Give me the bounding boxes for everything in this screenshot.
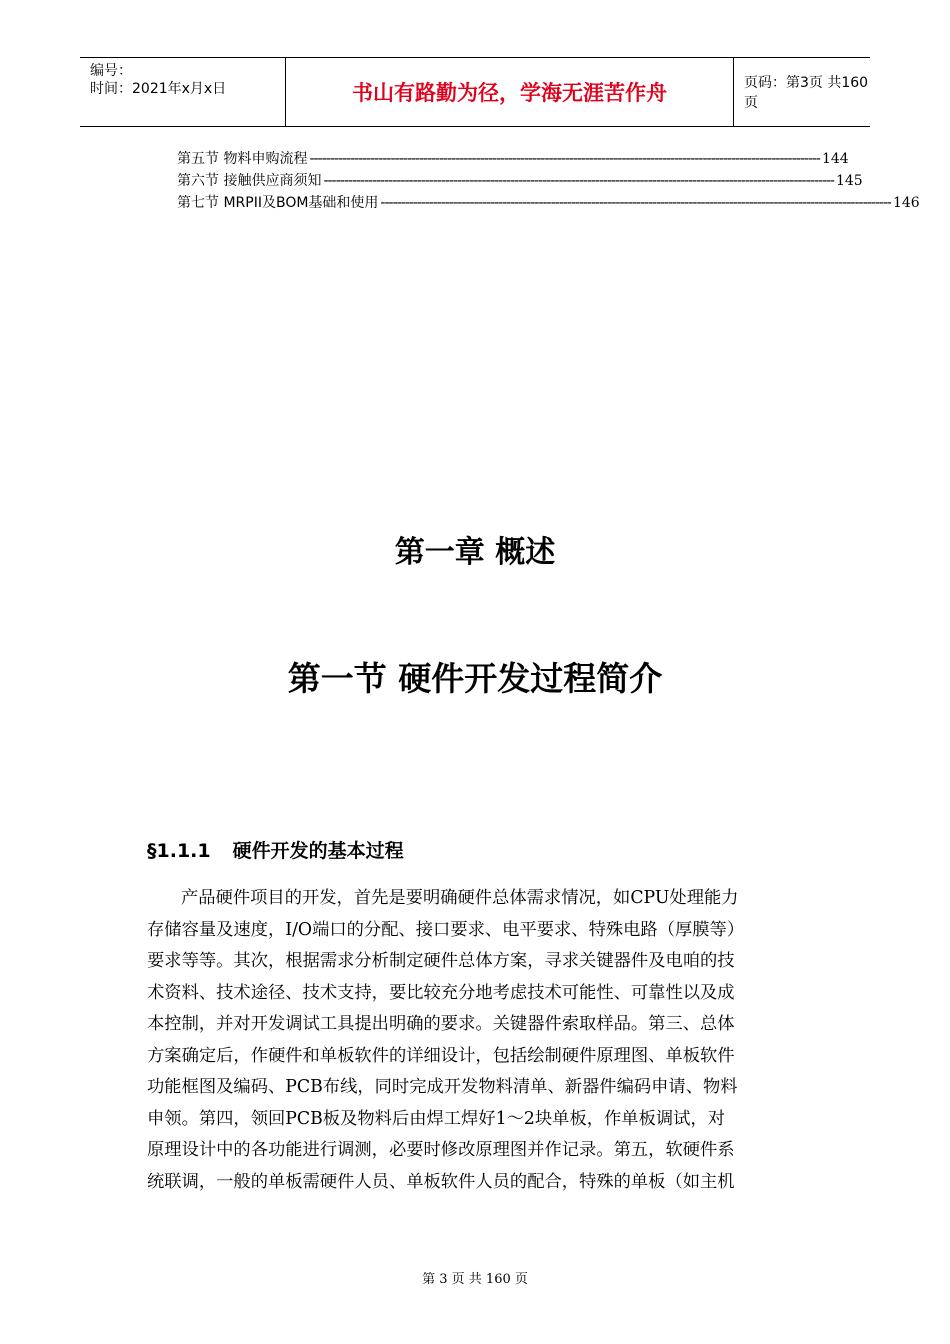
paragraph-line: 产品硬件项目的开发，首先是要明确硬件总体需求情况，如CPU处理能力 [181, 888, 739, 908]
paragraph-line: 原理设计中的各功能进行调测，必要时修改原理图并作记录。第五，软硬件系 [147, 1140, 735, 1160]
section-title: 第一节 硬件开发过程简介 [287, 659, 663, 698]
table-of-contents [177, 148, 920, 214]
toc-entry-page: 145 [835, 173, 863, 189]
time-label: 时间：2021年x月x日 [90, 81, 227, 97]
paragraph-line: 术资料、技术途径、技术支持，要比较充分地考虑技术可能性、可靠性以及成 [147, 982, 735, 1003]
subsection-number: §1.1.1 [147, 840, 211, 862]
number-label: 编号： [90, 63, 132, 79]
toc-entry[interactable] [177, 148, 849, 170]
chapter-title: 第一章 概述 [394, 535, 556, 570]
document-header [80, 57, 870, 127]
toc-leader: ------------------------------------------------------------------------------------------------------------------------------ [323, 173, 834, 189]
body-paragraph [147, 883, 807, 1198]
toc-entry[interactable] [177, 170, 863, 192]
toc-entry-title: 第七节 MRPII及BOM基础和使用 [177, 195, 379, 211]
toc-entry-title: 第六节 接触供应商须知 [177, 173, 322, 189]
toc-entry[interactable] [177, 192, 920, 214]
header-motto: 书山有路勤为径，学海无涯苦作舟 [285, 58, 734, 126]
paragraph-line: 方案确定后，作硬件和单板软件的详细设计，包括绘制硬件原理图、单板软件 [147, 1045, 735, 1066]
paragraph-line: 申领。第四，领回PCB板及物料后由焊工焊好1～2块单板，作单板调试，对 [147, 1108, 725, 1129]
paragraph-line: 存储容量及速度，I/O端口的分配、接口要求、电平要求、特殊电路（厚膜等） [147, 919, 745, 940]
subsection-title: 硬件开发的基本过程 [232, 840, 404, 862]
toc-entry-title: 第五节 物料申购流程 [177, 151, 308, 167]
paragraph-line: 本控制，并对开发调试工具提出明确的要求。关键器件索取样品。第三、总体 [147, 1014, 735, 1034]
paragraph-line: 要求等等。其次，根据需求分析制定硬件总体方案，寻求关键器件及电咱的技 [147, 951, 735, 971]
header-meta [80, 58, 285, 126]
paragraph-line: 统联调，一般的单板需硬件人员、单板软件人员的配合，特殊的单板（如主机 [147, 1171, 735, 1192]
paragraph-line: 功能框图及编码、PCB布线，同时完成开发物料清单、新器件编码申请、物料 [147, 1077, 738, 1097]
header-page-info: 页码：第3页 共160页 [744, 75, 869, 111]
subsection-heading [147, 836, 404, 863]
toc-entry-page: 146 [892, 195, 920, 211]
toc-leader: ------------------------------------------------------------------------------------------------------------------------------ [309, 151, 820, 167]
toc-leader: ------------------------------------------------------------------------------------------------------------------------------ [380, 195, 891, 211]
page-footer: 第 3 页 共 160 页 [422, 1272, 528, 1287]
toc-entry-page: 144 [821, 151, 849, 167]
